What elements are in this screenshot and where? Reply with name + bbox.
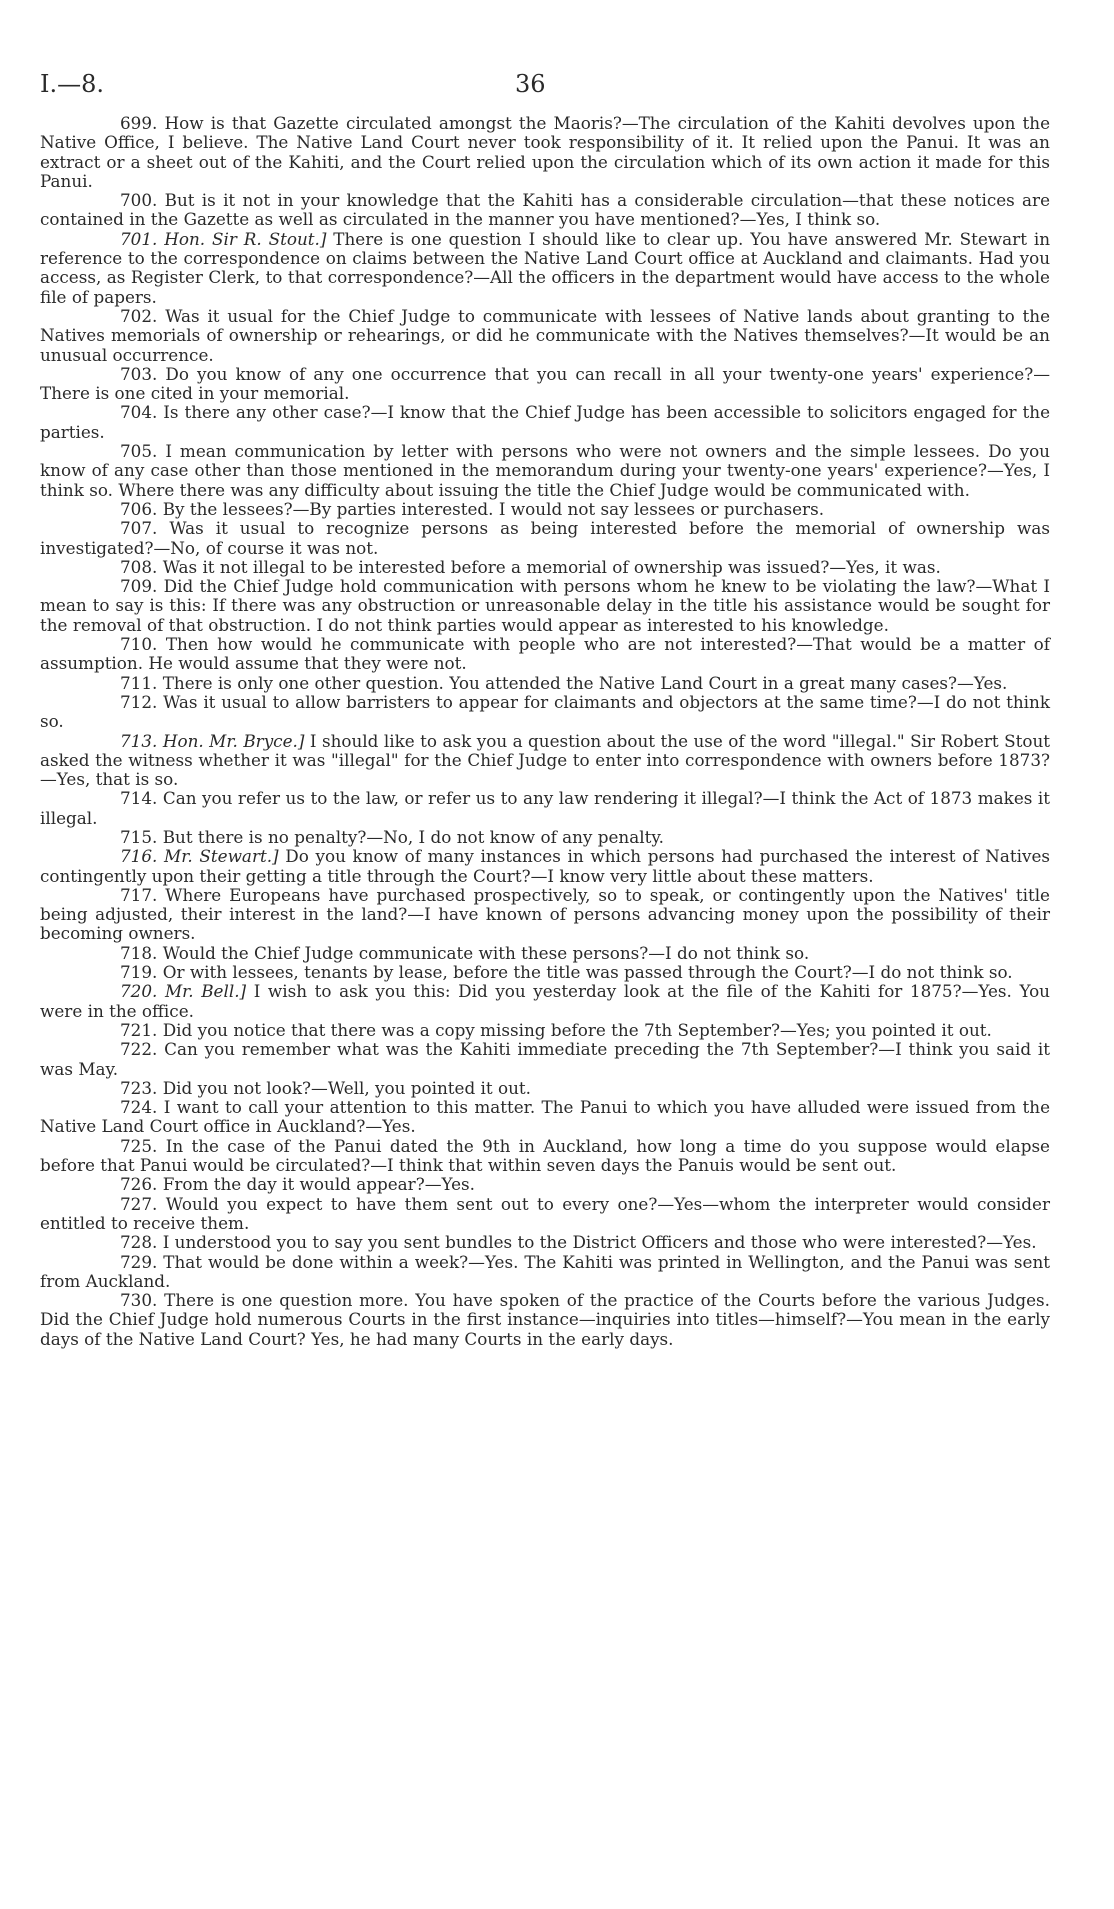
paragraph-text: 711. There is only one other question. You attended the Native Land Court in a great many cases?—Yes. — [120, 672, 1008, 693]
qa-paragraph — [40, 1021, 1050, 1040]
qa-paragraph — [40, 789, 1050, 828]
qa-paragraph — [40, 674, 1050, 693]
paragraph-text: 730. There is one question more. You have spoken of the practice of the Courts before the various Judges. Did the Chief Judge hold numerous Courts in the first instance—inquiries into titles—himself?—You mean in the early days of the Native Land Court? Yes, he had many Courts in the early days. — [40, 1290, 1050, 1349]
paragraph-text: 709. Did the Chief Judge hold communication with persons whom he knew to be violating the law?—What I mean to say is this: If there was any obstruction or unreasonable delay in the title his assistance would be sought for the removal of that obstruction. I do not think parties would appear as interested to his knowledge. — [40, 576, 1050, 635]
qa-paragraph — [40, 1175, 1050, 1194]
paragraph-text: 700. But is it not in your knowledge that the Kahiti has a considerable circulation—that these notices are contained in the Gazette as well as circulated in the manner you have mentioned?—Yes, I think so. — [40, 190, 1050, 230]
speaker-lead: 713. Hon. Mr. Bryce.] — [120, 730, 305, 751]
speaker-lead: 716. Mr. Stewart.] — [120, 846, 279, 867]
qa-paragraph — [40, 693, 1050, 732]
qa-paragraph — [40, 1233, 1050, 1252]
paragraph-text: 728. I understood you to say you sent bundles to the District Officers and those who were interested?—Yes. — [120, 1232, 1037, 1253]
paragraph-text: 724. I want to call your attention to this matter. The Panui to which you have alluded were issued from the Native Land Court office in Auckland?—Yes. — [40, 1097, 1050, 1137]
paragraph-text: 725. In the case of the Panui dated the 9th in Auckland, how long a time do you suppose would elapse before that Panui would be circulated?—I think that within seven days the Panuis would be sent out. — [40, 1135, 1050, 1176]
qa-paragraph — [40, 500, 1050, 519]
paragraph-text: 727. Would you expect to have them sent out to every one?—Yes—whom the interpreter would consider entitled to receive them. — [40, 1193, 1050, 1233]
paragraph-text: 722. Can you remember what was the Kahiti immediate preceding the 7th September?—I think you said it was May. — [40, 1039, 1050, 1079]
speaker-lead: 720. Mr. Bell.] — [120, 981, 247, 1002]
paragraph-text: 721. Did you notice that there was a copy missing before the 7th September?—Yes; you pointed it out. — [120, 1019, 992, 1040]
qa-paragraph — [40, 577, 1050, 635]
paragraph-text: 708. Was it not illegal to be interested before a memorial of ownership was issued?—Yes, it was. — [120, 556, 941, 577]
qa-paragraph — [40, 1195, 1050, 1234]
qa-paragraph — [40, 886, 1050, 944]
qa-paragraph — [40, 230, 1050, 307]
qa-paragraph — [40, 847, 1050, 886]
page-header — [40, 70, 1050, 112]
paragraph-text: 717. Where Europeans have purchased prospectively, so to speak, or contingently upon the Natives' title being adjusted, their interest in the land?—I have known of persons advancing money upon the possibility of their becoming owners. — [40, 884, 1050, 944]
paragraph-text: Do you know of many instances in which persons had purchased the interest of Natives contingently upon their getting a title through the Court?—I know very little about these matters. — [40, 846, 1050, 886]
qa-paragraph — [40, 403, 1050, 442]
body-text — [40, 114, 1050, 1349]
paragraph-text: 719. Or with lessees, tenants by lease, before the title was passed through the Court?—I do not think so. — [120, 962, 1013, 983]
qa-paragraph — [40, 558, 1050, 577]
qa-paragraph — [40, 519, 1050, 558]
paragraph-text: 699. How is that Gazette circulated amongst the Maoris?—The circulation of the Kahiti devolves upon the Native Office, I believe. The Native Land Court never took responsibility of it. It relied upon the Panui. It was an extract or a sheet out of the Kahiti, and the Court relied upon the circulation which of its own action it made for this Panui. — [40, 113, 1050, 191]
qa-paragraph — [40, 1040, 1050, 1079]
paragraph-text: 703. Do you know of any one occurrence that you can recall in all your twenty-one years' experience?—There is one cited in your memorial. — [40, 363, 1050, 404]
qa-paragraph — [40, 365, 1050, 404]
document-page — [40, 70, 1050, 1349]
paragraph-text: 705. I mean communication by letter with persons who were not owners and the simple lessees. Do you know of any case other than those mentioned in the memorandum during your twenty-one years' experience?—Yes, I think so. Where there was any difficulty about issuing the title the Chief Judge would be communicated with. — [40, 441, 1050, 500]
speaker-lead: 701. Hon. Sir R. Stout.] — [120, 228, 327, 249]
qa-paragraph — [40, 191, 1050, 230]
paragraph-text: 714. Can you refer us to the law, or refer us to any law rendering it illegal?—I think the Act of 1873 makes it illegal. — [40, 788, 1050, 828]
qa-paragraph — [40, 307, 1050, 365]
paragraph-text: 707. Was it usual to recognize persons as being interested before the memorial of ownership was investigated?—No, of course it was not. — [40, 518, 1050, 558]
paragraph-text: There is one question I should like to clear up. You have answered Mr. Stewart in reference to the correspondence on claims between the Native Land Court office at Auckland and claimants. Had you access, as Register Clerk, to that correspondence?—All the officers in the department would have access to the whole file of papers. — [40, 228, 1051, 307]
qa-paragraph — [40, 1137, 1050, 1176]
paragraph-text: 712. Was it usual to allow barristers to appear for claimants and objectors at the same time?—I do not think so. — [40, 691, 1050, 732]
paragraph-text: 729. That would be done within a week?—Yes. The Kahiti was printed in Wellington, and the Panui was sent from Auckland. — [40, 1251, 1050, 1291]
paragraph-text: 706. By the lessees?—By parties interested. I would not say lessees or purchasers. — [120, 498, 825, 519]
qa-paragraph — [40, 732, 1050, 790]
paragraph-text: 718. Would the Chief Judge communicate with these persons?—I do not think so. — [120, 942, 810, 963]
paragraph-text: I wish to ask you this: Did you yesterday look at the file of the Kahiti for 1875?—Yes. You were in the office. — [40, 981, 1050, 1021]
paragraph-text: 710. Then how would he communicate with people who are not interested?—That would be a matter of assumption. He would assume that they were not. — [40, 634, 1050, 674]
qa-paragraph — [40, 828, 1050, 847]
page-number: 36 — [515, 70, 546, 98]
paragraph-text: 726. From the day it would appear?—Yes. — [120, 1174, 475, 1195]
qa-paragraph — [40, 963, 1050, 982]
qa-paragraph — [40, 114, 1050, 191]
qa-paragraph — [40, 1079, 1050, 1098]
paragraph-text: 702. Was it usual for the Chief Judge to communicate with lessees of Native lands about granting to the Natives memorials of ownership or rehearings, or did he communicate with the Natives themselves?—It would be an unusual occurrence. — [40, 305, 1050, 365]
qa-paragraph — [40, 442, 1050, 500]
qa-paragraph — [40, 1098, 1050, 1137]
qa-paragraph — [40, 635, 1050, 674]
qa-paragraph — [40, 1291, 1050, 1349]
paragraph-text: 704. Is there any other case?—I know that the Chief Judge has been accessible to solicitors engaged for the parties. — [40, 402, 1050, 442]
paragraph-text: I should like to ask you a question about the use of the word "illegal." Sir Robert Stout asked the witness whether it was "illegal" for the Chief Judge to enter into correspondence with owners before 1873?—Yes, that is so. — [40, 730, 1050, 790]
qa-paragraph — [40, 944, 1050, 963]
qa-paragraph — [40, 982, 1050, 1021]
paragraph-text: 723. Did you not look?—Well, you pointed it out. — [120, 1077, 531, 1098]
document-reference: I.—8. — [40, 70, 105, 98]
paragraph-text: 715. But there is no penalty?—No, I do not know of any penalty. — [120, 826, 664, 847]
qa-paragraph — [40, 1253, 1050, 1292]
